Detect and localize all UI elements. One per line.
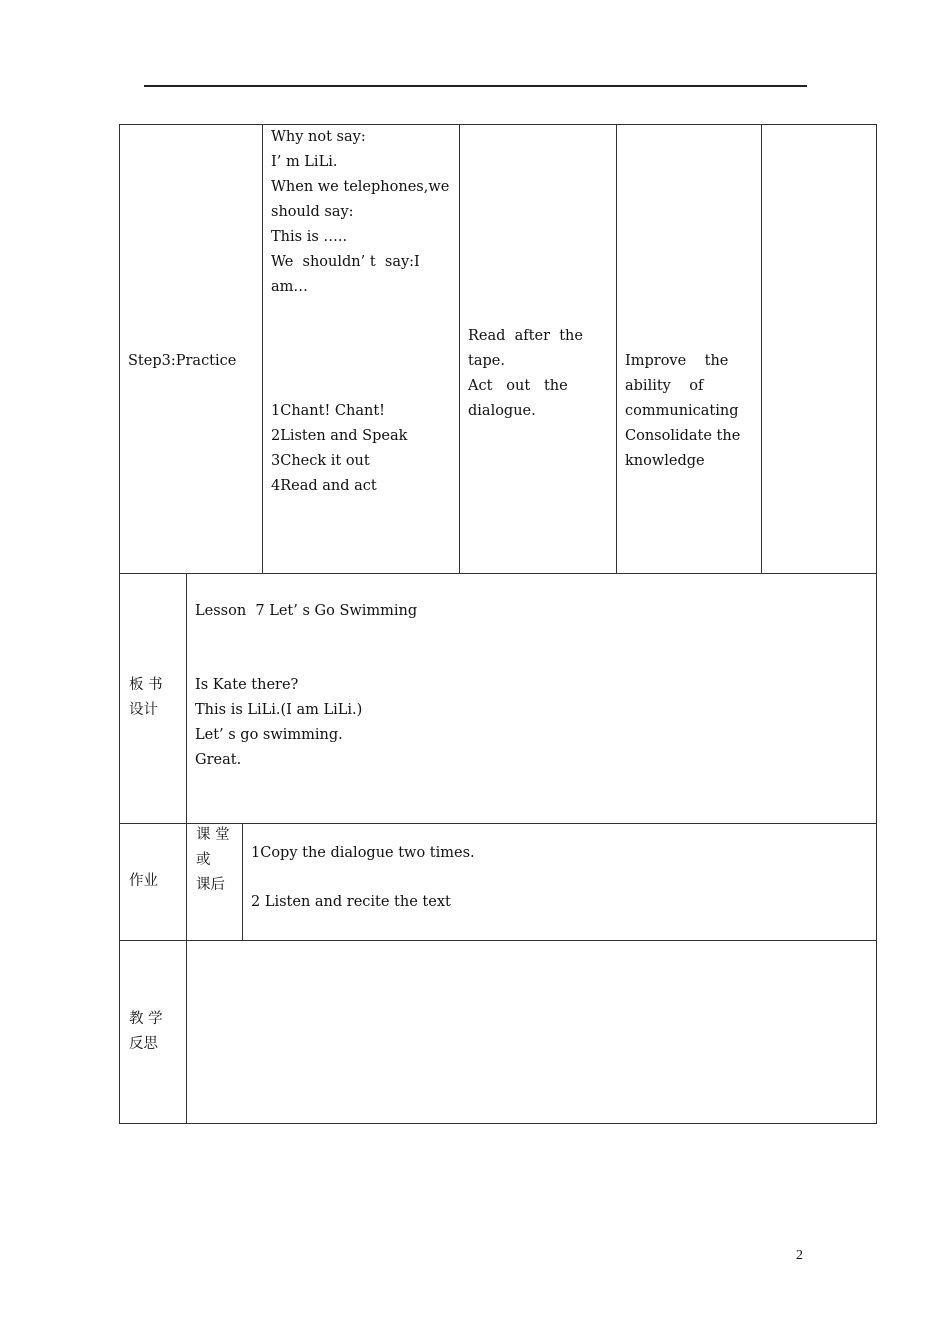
step-label: Step3:Practice [128,353,237,369]
homework-sub-label: 课 堂 [196,827,230,843]
reflection-label: 教 学 [129,1011,163,1027]
row-divider [119,573,877,574]
purpose-line: communicating [625,403,739,419]
homework-sub-label: 课后 [196,877,225,893]
student-line: Act out the [468,378,568,394]
homework-sub-label: 或 [196,852,211,868]
content-line: Why not say: [271,129,366,145]
activity-line: 3Check it out [271,453,370,469]
student-line: Read after the [468,328,583,344]
content-line: am… [271,279,308,295]
homework-label: 作业 [129,873,158,889]
activity-line: 2Listen and Speak [271,428,408,444]
homework-sublabel-divider [242,823,243,940]
student-line: dialogue. [468,403,536,419]
page-number: 2 [796,1248,803,1263]
board-line: This is LiLi.(I am LiLi.) [195,702,363,718]
reflection-label: 反思 [129,1036,158,1052]
column-divider [262,124,263,573]
purpose-line: ability of [625,378,704,394]
content-line: This is ….. [271,229,348,245]
header-rule [144,85,807,87]
lesson-plan-table [119,124,877,1124]
board-line: Let’ s go swimming. [195,727,343,743]
row-divider [119,823,877,824]
content-line: should say: [271,204,354,220]
board-design-label: 板 书 [129,677,163,693]
homework-item: 1Copy the dialogue two times. [251,845,475,861]
row-divider [119,940,877,941]
content-line: We shouldn’ t say:I [271,254,420,270]
purpose-line: knowledge [625,453,705,469]
label-column-divider [186,573,187,1124]
activity-line: 4Read and act [271,478,377,494]
board-title: Lesson 7 Let’ s Go Swimming [195,603,418,619]
student-line: tape. [468,353,505,369]
activity-line: 1Chant! Chant! [271,403,385,419]
column-divider [761,124,762,573]
purpose-line: Improve the [625,353,729,369]
board-line: Great. [195,752,242,768]
purpose-line: Consolidate the [625,428,741,444]
board-line: Is Kate there? [195,677,299,693]
content-line: I’ m LiLi. [271,154,338,170]
board-design-label: 设计 [129,702,158,718]
column-divider [459,124,460,573]
column-divider [616,124,617,573]
homework-item: 2 Listen and recite the text [251,894,451,910]
content-line: When we telephones,we [271,179,450,195]
